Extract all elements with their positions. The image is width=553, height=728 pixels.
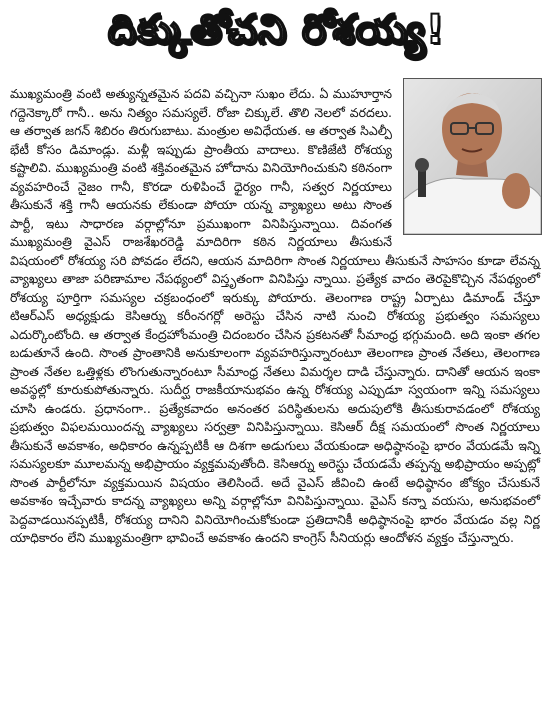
- article-paragraph: ముఖ్యమంత్రి వంటి అత్యున్నతమైన పదవి వచ్చినా సుఖం లేదు. ఏ ముహూర్తాన గద్దెనెక్కారో గానీ.. అను నిత్యం సమస్యలే. రోజా చిక్కులే. తొలి నెలలో వరదలు. ఆ తర్వాత జగన్ శిబిరం తిరుగుబాటు. మంత్రుల అవిధేయత. ఆ తర్వాత సిఎల్పీ భేటీ కోసం డిమాండ్లు. మళ్లీ ఇప్పుడు ప్రాంతీయ వాదాలు. కొణిజేటి రోశయ్య కష్టాలివి. ముఖ్యమంత్రి వంటి శక్తివంతమైన హోదాను వినియోగించుకుని కఠినంగా వ్యవహరించే నైజం గానీ, కొరడా రుళిపించే ధైర్యం గానీ, సత్వర నిర్ణయాలు తీసుకునే శక్తి గానీ ఆయనకు లేకుండా పోయా యన్న వ్యాఖ్యలు అటు సొంత పార్టీ, ఇటు సాధారణ వర్గాల్లోనూ ప్రముఖంగా వినిపిస్తున్నాయి. దివంగత ముఖ్యమంత్రి వైఎస్ రాజశేఖరరెడ్డి మాదిరిగా కఠిన నిర్ణయాలు తీసుకునే విషయంలో రోశయ్య సరి పోవడం లేదని, ఆయన మాదిరిగా సొంత నిర్ణయాలు తీసుకునే సాహసం కూడా లేవన్న వ్యాఖ్యలు తాజా పరిణామాల నేపథ్యంలో విస్తృతంగా వినిపిస్తు న్నాయి. ప్రత్యేక వాదం తెరపైకొచ్చిన నేపథ్యంలో రోశయ్య పూర్తిగా సమస్యల చక్రబంధంలో ఇరుక్కు పోయారు. తెలంగాణ రాష్ట్ర ఏర్పాటు డిమాండ్ చేస్తూ టిఆర్ఎస్ అధ్యక్షుడు కెసిఆర్ను కరీంనగర్లో అరెస్టు చేసిన నాటి నుంచి రోశయ్య ప్రభుత్వం సమస్యలు ఎదుర్కొంటోంది. ఆ తర్వాత కేంద్రహోంమంత్రి చిదంబరం చేసిన ప్రకటనతో సీమాంధ్ర భగ్గుమంది. అది ఇంకా తగల బడుతూనే ఉంది. సొంత ప్రాంతానికి అనుకూలంగా వ్యవహరిస్తున్నారంటూ తెలంగాణ ప్రాంత నేతలు, తెలంగాణ ప్రాంత నేతల ఒత్తిళ్లకు లొంగుతున్నారంటూ సీమాంధ్ర నేతలు విమర్శల దాడి చేస్తున్నారు. దానితో ఆయన ఇంకా అవస్థల్లో కూరుకుపోతున్నారు. సుదీర్ఘ రాజకీయానుభవం ఉన్న రోశయ్య ఎప్పుడూ స్వయంగా ఇన్ని సమస్యలు చూసి ఉండరు. ప్రధానంగా.. ప్రత్యేకవాదం అనంతర పరిస్థితులను అదుపులోకి తీసుకురావడంలో రోశయ్య ప్రభుత్వం విఫలమయిందన్న వ్యాఖ్యలు సర్వత్రా వినిపిస్తున్నాయి. కెసిఆర్ దీక్ష సమయంలో సొంత నిర్ణయాలు తీసుకునే అవకాశం, అధికారం ఉన్నప్పటికీ ఆ దిశగా అడుగులు వేయకుండా అధిష్ఠానంపై భారం వేయడమే ఇన్ని సమస్యలకూ మూలమన్న అభిప్రాయం వ్యక్తమవుతోంది. కెసిఆర్ను అరెస్టు చేయడమే తప్పన్న అభిప్రాయం అప్పట్లో సొంత పార్టీలోనూ వ్యక్తమయిన విషయం తెలిసిందే. అదే వైఎస్ జీవించి ఉంటే అధిష్ఠానం జోక్యం చేసుకునే అవకాశం ఇచ్చేవారు కాదన్న వ్యాఖ్యలు అన్ని వర్గాల్లోనూ వినిపిస్తున్నాయి. వైఎస్ కన్నా వయసు, అనుభవంలో పెద్దవాడయినప్పటికీ, రోశయ్య దానిని వినియోగించుకోకుండా ప్రతిదానికీ అధిష్ఠానంపై భారం వేయడం వల్ల నిర్ణ యాధికారం లేని ముఖ్యమంత్రిగా భావించే అవకాశం ఉందని కాంగ్రెస్ సీనియర్లు ఆందోళన వ్యక్తం చేస్తున్నారు.: [10, 86, 540, 545]
- photo-spacer: [400, 85, 540, 237]
- headline: దిక్కుతోచని రోశయ్య!: [107, 7, 446, 53]
- article-body: [10, 85, 540, 721]
- headline-banner: [0, 0, 553, 70]
